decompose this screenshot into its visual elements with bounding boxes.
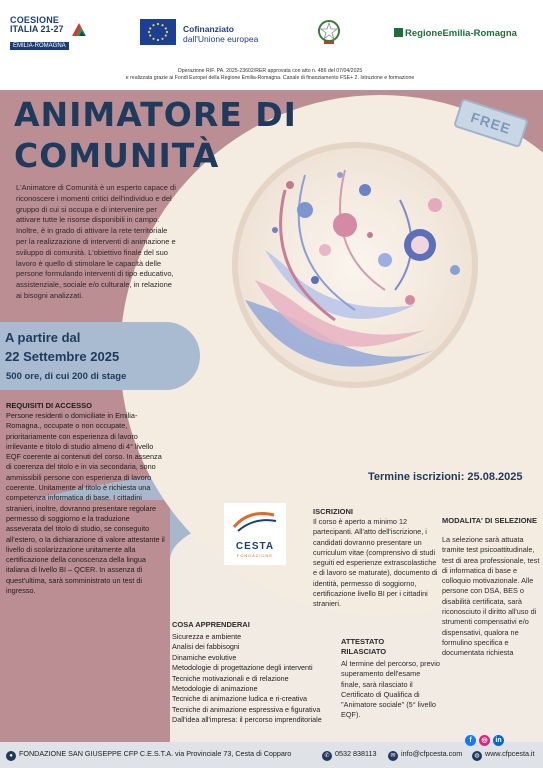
iscrizioni-title: ISCRIZIONI	[313, 507, 354, 516]
footer-email[interactable]	[388, 749, 462, 761]
requisiti-text: Persone residenti o domiciliate in Emilia-Romagna., occupate o non occupate, prioritariamente con esperienza di lavoro irrilevante e titolo di studio almeno di 4° livello EQF coerente ai contenuti del corso. In assenza di coerenza del titolo e in via secondaria, sono ammissibili persone con esperienza di lavoro coerente. Unitamente al titolo è richiesta una competenza informatica di base. I cittadini stranieri, inoltre, dovranno presentare regolare permesso di soggiorno e la traduzione asseverata del titolo di studio, se conseguito all'estero, o la dichiarazione di valore attestante il livello di scolarizzazione unitamente alla certificazione della conoscenza della lingua italiana di livello BI – QCER. In assenza di quest'ultima, sarà somministrato un test di ingresso.	[6, 411, 165, 596]
attestato-text: Al termine del percorso, previo superamento dell'esame finale, sarà rilasciato il Certificato di Qualifica di "Animatore sociale" (5° livello EQF).	[341, 659, 440, 720]
operazione-line2: e realizzata grazie ai Fondi Europei della Regione Emilia-Romagna. Canale di finanziamento FSE+ 2. Istruzione e formazione	[125, 75, 415, 81]
community-illustration	[185, 130, 515, 430]
list-item: Sicurezza e ambiente	[172, 632, 242, 641]
italian-republic-emblem-icon	[317, 18, 341, 46]
coesione-italia-logo	[10, 16, 88, 50]
footer-address-text: FONDAZIONE SAN GIUSEPPE CFP C.E.S.T.A. via Provinciale 73, Cesta di Copparo	[19, 749, 292, 758]
coesione-line1: COESIONE	[10, 15, 60, 25]
cosa-apprenderai-title: COSA APPRENDERAI	[172, 620, 250, 629]
list-item: Dinamiche evolutive	[172, 652, 237, 662]
list-item: Metodologie di animazione	[172, 684, 258, 694]
eu-line2: dall'Unione europea	[183, 34, 259, 44]
list-item: Tecniche motivazionali e di relazione	[172, 673, 289, 683]
cosa-apprenderai-list	[172, 632, 342, 726]
coesione-mark-icon	[70, 20, 88, 38]
list-item: Metodologie di progettazione degli interventi	[172, 663, 313, 673]
cesta-name: CESTA	[235, 541, 275, 552]
eu-flag-icon	[140, 19, 176, 45]
cesta-swirl-icon	[224, 503, 286, 539]
requisiti-title: REQUISITI DI ACCESSO	[6, 401, 92, 410]
rer-mark-icon	[394, 28, 403, 37]
list-item: Analisi dei fabbisogni	[172, 642, 240, 652]
start-label: A partire dal	[5, 330, 81, 345]
list-item: Tecniche di animazione ludica e ri-creativa	[172, 694, 308, 704]
footer-email-text: info@cfpcesta.com	[401, 749, 463, 758]
modalita-title: MODALITA' DI SELEZIONE	[442, 516, 537, 525]
list-item: Tecniche di animazione espressiva e figurativa	[172, 704, 321, 714]
cesta-sub: FONDAZIONE	[236, 553, 274, 558]
course-hours: 500 ore, di cui 200 di stage	[6, 371, 127, 382]
facebook-icon[interactable]: f	[465, 735, 476, 746]
instagram-icon[interactable]: ◎	[479, 735, 490, 746]
footer-web[interactable]	[472, 749, 535, 761]
operazione-line1: Operazione RIF. PA. 2025-23602/RER approvata con atto n. 486 del 07/04/2025	[177, 68, 363, 74]
course-title-line1: ANIMATORE DI	[14, 95, 297, 134]
phone-icon: ✆	[322, 751, 332, 761]
course-title-line2: COMUNITÀ	[14, 136, 220, 175]
globe-icon: ◍	[472, 751, 482, 761]
linkedin-icon[interactable]: in	[493, 735, 504, 746]
footer-phone-text: 0532 838113	[335, 749, 377, 758]
coesione-line2: ITALIA 21-27	[10, 24, 64, 34]
location-pin-icon: ●	[6, 751, 16, 761]
iscrizioni-text: Il corso è aperto a minimo 12 partecipanti. All'atto dell'iscrizione, i candidati dovranno presentare un curriculum vitae (comprensivo di studi seguiti ed esperienze extrascolastiche e di lavoro se maturate), documento di identità, permesso di soggiorno, certificazione livello BI per i cittadini stranieri.	[313, 517, 438, 609]
attestato-title: ATTESTATO RILASCIATO	[341, 637, 387, 656]
list-item: Dall'idea all'impresa: il percorso imprenditoriale	[172, 715, 322, 725]
termine-iscrizioni: Termine iscrizioni: 25.08.2025	[368, 471, 523, 483]
regione-emilia-romagna-logo	[394, 28, 517, 39]
intro-paragraph: L'Animatore di Comunità è un esperto capace di riconoscere i momenti critici dell'individuo e del gruppo di cui si occupa e di intervenire per attivare tutte le risorse disponibili in campo. Inoltre, è in grado di attivare la rete territoriale per la realizzazione di interventi di animazione e sviluppo di comunità. L'obiettivo finale del suo lavoro è quello di stimolare le capacità delle persone formulando interventi di tipo educativo, assistenziale, sociale e/o culturale, in relazione ai bisogni analizzati.	[16, 183, 176, 300]
social-links	[465, 729, 507, 747]
eu-line1: Cofinanziato	[183, 24, 234, 34]
footer-web-text: www.cfpcesta.it	[485, 749, 535, 758]
footer-phone[interactable]	[322, 749, 376, 761]
cesta-logo	[224, 503, 286, 565]
modalita-text: La selezione sarà attuata tramite test psicoattitudinale, test di area professionale, test di informatica di base e colloquio motivazionale. Alle persone con DSA, BES o disabilità certificata, sarà riconosciuto il diritto all'uso di strumenti compensativi e/o dispensativi, qualora ne formulino specifica e documentata richiesta	[442, 535, 540, 658]
eu-cofinanziato-text	[183, 24, 258, 44]
free-tag: FREE	[453, 98, 529, 148]
start-date: 22 Settembre 2025	[5, 349, 120, 364]
rer-label: RegioneEmilia-Romagna	[405, 28, 517, 39]
footer-address	[6, 749, 291, 761]
operazione-reference	[100, 68, 440, 82]
coesione-region: EMILIA-ROMAGNA	[10, 42, 69, 50]
email-icon: ✉	[388, 751, 398, 761]
